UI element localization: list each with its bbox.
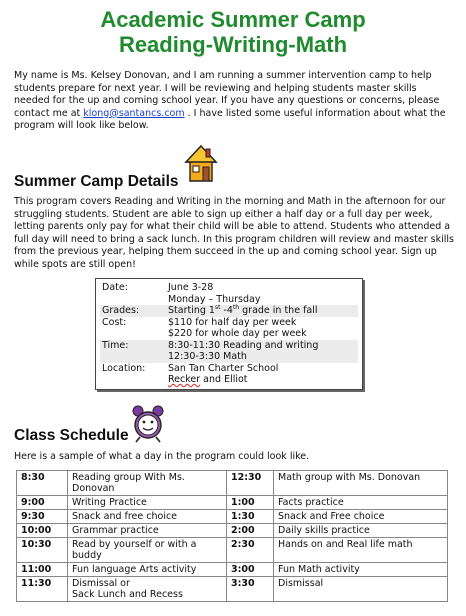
house-icon — [184, 144, 218, 184]
location-school: San Tan Charter School — [168, 362, 279, 374]
intro-paragraph — [14, 70, 454, 133]
table-row — [17, 577, 448, 602]
activity-cell: Fun Math activity — [274, 563, 448, 577]
intro-text-after: . I have listed some useful information about what the program will look like below. — [14, 107, 446, 132]
time-cell: 9:00 — [17, 496, 68, 510]
details-box — [95, 278, 363, 390]
cost-label: Cost: — [102, 316, 127, 328]
schedule-intro: Here is a sample of what a day in the program could look like. — [14, 451, 310, 462]
time-cell: 12:30 — [227, 471, 274, 496]
details-paragraph: This program covers Reading and Writing in the morning and Math in the afternoon for our struggling students. Student are able to sign up either a half day or a full day per week, letting parents only pay for what their child will be able to attend. Students who attended a full day will need to bring a sack lunch. In this program children will review and master skills from the previous year, helping them succeed in the up and coming school year. Sign up while spots are still open! — [14, 196, 454, 270]
time-cell: 1:00 — [227, 496, 274, 510]
time-cell: 1:30 — [227, 510, 274, 524]
activity-cell: Hands on and Real life math — [274, 538, 448, 563]
schedule-table — [16, 470, 448, 602]
time-cell: 3:30 — [227, 577, 274, 602]
time-cell: 11:00 — [17, 563, 68, 577]
time-cell: 3:00 — [227, 563, 274, 577]
activity-cell: Snack and free choice — [68, 510, 227, 524]
time-cell: 2:00 — [227, 524, 274, 538]
cost-whole-day: $220 for whole day per week — [168, 328, 307, 339]
location-street: Recker and Elliot — [168, 374, 248, 385]
table-row — [17, 524, 448, 538]
time-cell: 11:30 — [17, 577, 68, 602]
activity-cell: Read by yourself or with a buddy — [68, 538, 227, 563]
grades-label: Grades: — [100, 305, 166, 317]
table-row — [17, 496, 448, 510]
time-cell: 2:30 — [227, 538, 274, 563]
title-line-2: Reading-Writing-Math — [118, 32, 348, 57]
table-row — [17, 471, 448, 496]
time-cell: 8:30 — [17, 471, 68, 496]
time-math: 12:30-3:30 Math — [168, 351, 247, 362]
activity-cell: Snack and Free choice — [274, 510, 448, 524]
email-link[interactable]: klong@santancs.com — [83, 107, 185, 119]
cost-half-day: $110 for half day per week — [168, 316, 297, 328]
alarm-clock-icon — [130, 404, 166, 444]
time-label: Time: — [100, 340, 166, 363]
table-row — [17, 510, 448, 524]
activity-cell: Dismissal — [274, 577, 448, 602]
time-cell: 10:30 — [17, 538, 68, 563]
activity-cell: Facts practice — [274, 496, 448, 510]
activity-cell: Grammar practice — [68, 524, 227, 538]
table-row — [17, 563, 448, 577]
activity-cell: Daily skills practice — [274, 524, 448, 538]
title-line-1: Academic Summer Camp — [100, 7, 366, 32]
activity-cell: Reading group With Ms. Donovan — [68, 471, 227, 496]
intro-text-before: My name is Ms. Kelsey Donovan, and I am running a summer intervention camp to help students prepare for next year. I will be reviewing and helping students master skills needed for the up and coming school year. If you have any questions or concerns, please contact me at — [14, 70, 440, 119]
location-label: Location: — [102, 362, 146, 374]
grades-value: Starting 1st -4th grade in the fall — [166, 305, 358, 317]
date-label: Date: — [102, 282, 128, 293]
details-heading: Summer Camp Details — [14, 173, 179, 190]
schedule-heading: Class Schedule — [14, 427, 129, 444]
activity-cell: Dismissal or Sack Lunch and Recess — [68, 577, 227, 602]
activity-cell: Writing Practice — [68, 496, 227, 510]
table-row — [17, 538, 448, 563]
days-value: Monday – Thursday — [168, 293, 261, 305]
time-cell: 10:00 — [17, 524, 68, 538]
activity-cell: Fun language Arts activity — [68, 563, 227, 577]
activity-cell: Math group with Ms. Donovan — [274, 471, 448, 496]
date-value: June 3-28 — [168, 282, 214, 293]
time-reading: 8:30-11:30 Reading and writing — [168, 339, 319, 351]
time-cell: 9:30 — [17, 510, 68, 524]
